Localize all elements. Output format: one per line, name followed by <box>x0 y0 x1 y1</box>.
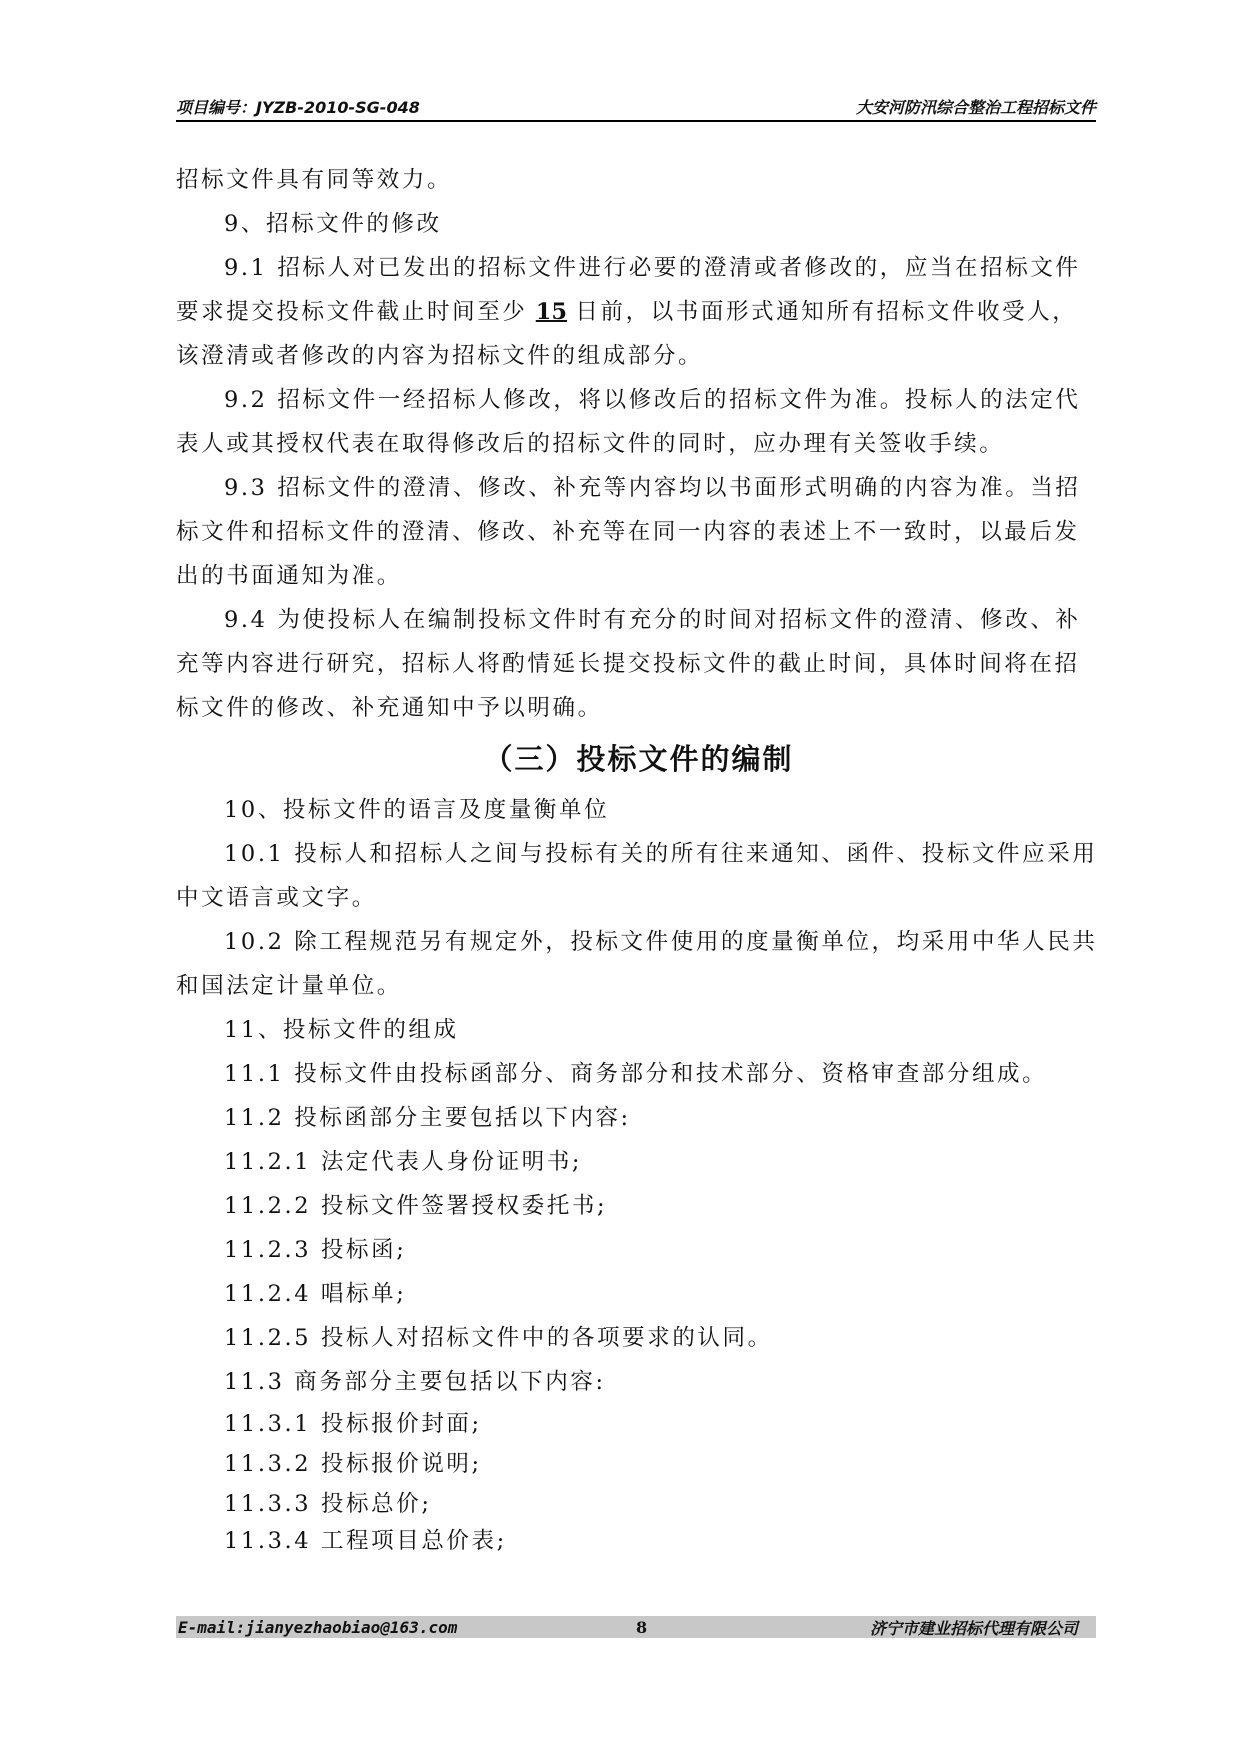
list-item: 11.3.3 投标总价; <box>224 1491 432 1517</box>
document-title: 大安河防汛综合整治工程招标文件 <box>855 98 1096 117</box>
list-item: 11.3.2 投标报价说明; <box>224 1451 482 1477</box>
paragraph: 10.2 除工程规范另有规定外，投标文件使用的度量衡单位，均采用中华人民共和国法定计量单位。 <box>176 929 1098 999</box>
project-number: 项目编号：JYZB-2010-SG-048 <box>176 98 420 117</box>
list-item: 11.2.1 法定代表人身份证明书; <box>224 1149 583 1175</box>
paragraph: 9.4 为使投标人在编制投标文件时有充分的时间对招标文件的澄清、修改、补充等内容进行研究，招标人将酌情延长提交投标文件的截止时间，具体时间将在招标文件的修改、补充通知中予以明确。 <box>176 607 1081 721</box>
footer-email: E-mail:jianyezhaobiao@163.com <box>178 1617 458 1637</box>
list-item: 11.2.2 投标文件签署授权委托书; <box>224 1193 608 1219</box>
page-header <box>176 96 1096 122</box>
paragraph: 9、招标文件的修改 <box>224 211 442 237</box>
days-value: 15 <box>535 299 568 325</box>
paragraph: 招标文件具有同等效力。 <box>176 167 453 193</box>
list-item: 11.2.5 投标人对招标文件中的各项要求的认同。 <box>224 1325 773 1351</box>
page-footer <box>176 1616 1096 1638</box>
company-name: 济宁市建业招标代理有限公司 <box>869 1618 1078 1638</box>
paragraph: 11、投标文件的组成 <box>224 1017 459 1043</box>
list-item: 11.2.4 唱标单; <box>224 1281 407 1307</box>
paragraph: 11.1 投标文件由投标函部分、商务部分和技术部分、资格审查部分组成。 <box>224 1061 1048 1087</box>
paragraph: 9.3 招标文件的澄清、修改、补充等内容均以书面形式明确的内容为准。当招标文件和招标文件的澄清、修改、补充等在同一内容的表述上不一致时，以最后发出的书面通知为准。 <box>176 475 1081 589</box>
section-heading: （三）投标文件的编制 <box>483 742 794 776</box>
list-item: 11.3.1 投标报价封面; <box>224 1411 482 1437</box>
paragraph-text: 9.1 招标人对已发出的招标文件进行必要的澄清或者修改的，应当在招标文件要求提交投标文件截止时间至少 <box>176 255 1081 325</box>
paragraph-text: 日前，以书面形式通知所有招标文件收受人，该澄清或者修改的内容为招标文件的组成部分。 <box>176 299 1078 369</box>
document-body <box>176 158 1101 1558</box>
paragraph: 9.2 招标文件一经招标人修改，将以修改后的招标文件为准。投标人的法定代表人或其授权代表在取得修改后的招标文件的同时，应办理有关签收手续。 <box>176 387 1081 457</box>
paragraph: 10.1 投标人和招标人之间与投标有关的所有往来通知、函件、投标文件应采用中文语言或文字。 <box>176 841 1098 911</box>
page-number: 8 <box>636 1617 648 1637</box>
paragraph: 11.3 商务部分主要包括以下内容: <box>224 1369 606 1395</box>
paragraph: 11.2 投标函部分主要包括以下内容: <box>224 1105 631 1131</box>
paragraph: 10、投标文件的语言及度量衡单位 <box>224 797 610 823</box>
paragraph-9-1 <box>176 246 1101 378</box>
list-item: 11.2.3 投标函; <box>224 1237 407 1263</box>
list-item: 11.3.4 工程项目总价表; <box>224 1528 507 1554</box>
